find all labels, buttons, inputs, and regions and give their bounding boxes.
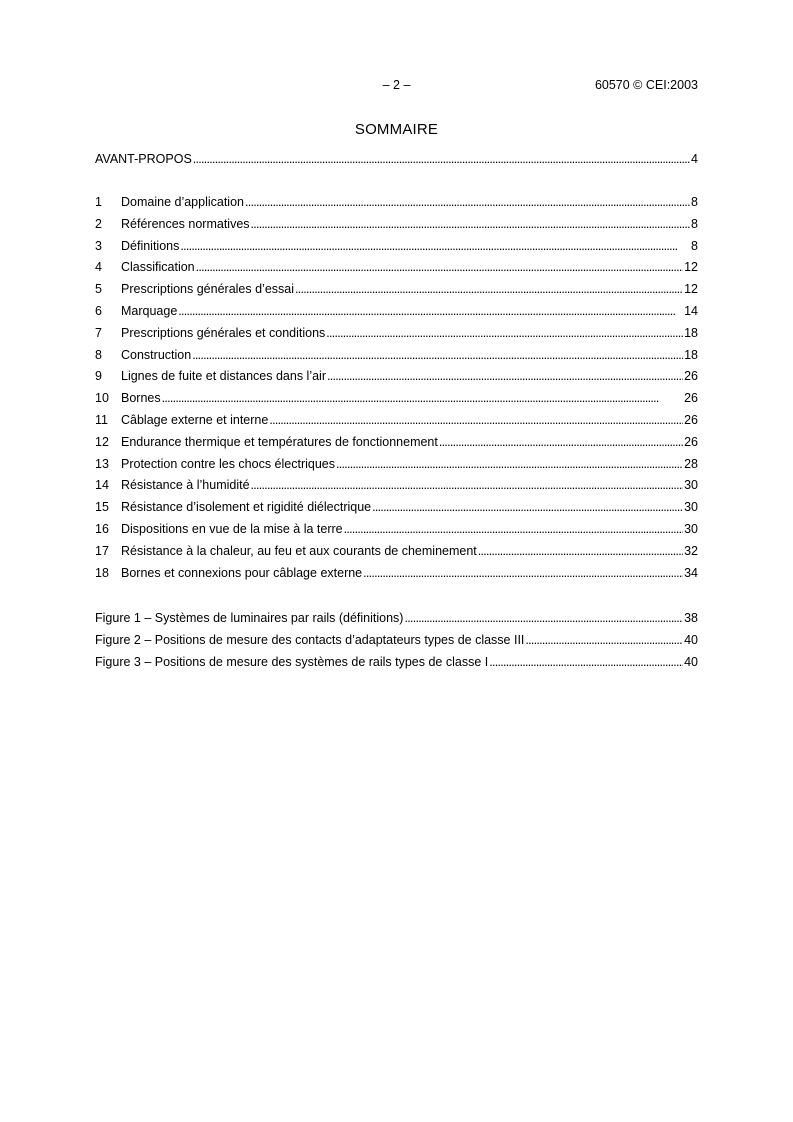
toc-entry-number: 8: [95, 347, 102, 362]
dot-leader: [372, 499, 683, 515]
toc-entry-label: AVANT-PROPOS: [95, 152, 192, 166]
toc-entry-number: 7: [95, 325, 102, 340]
dot-leader: [251, 477, 684, 493]
toc-entry-number: 18: [95, 565, 109, 580]
dot-leader: [404, 610, 683, 626]
toc-entry-page: 8: [691, 216, 698, 231]
toc-entry-label: Construction: [121, 347, 192, 362]
toc-entry-number: 6: [95, 304, 102, 318]
toc-entry-page: 26: [684, 369, 698, 384]
toc-entry-page: 34: [684, 565, 698, 580]
toc-entry-page: 14: [684, 304, 698, 318]
toc-entry-figure[interactable]: [95, 632, 698, 648]
toc-entry-section[interactable]: [95, 238, 698, 254]
toc-entry-number: 17: [95, 543, 109, 558]
dot-leader: [439, 434, 683, 450]
dot-leader: [489, 654, 683, 670]
toc-title: SOMMAIRE: [354, 121, 439, 138]
dot-leader: [178, 303, 683, 319]
dot-leader: [162, 390, 683, 406]
toc-entry-page: 12: [684, 282, 698, 297]
dot-leader: [192, 347, 683, 363]
toc-entry-section[interactable]: [95, 216, 698, 232]
dot-leader: [295, 281, 683, 297]
toc-entry-label: Dispositions en vue de la mise à la terre: [121, 522, 343, 536]
dot-leader: [269, 412, 683, 428]
toc-entry-page: 18: [684, 347, 698, 362]
toc-entry-number: 12: [95, 434, 109, 449]
toc-entry-page: 26: [684, 413, 698, 427]
toc-entry-label: Références normatives: [121, 216, 250, 231]
toc-entry-page: 8: [691, 195, 698, 209]
dot-leader: [326, 325, 683, 341]
dot-leader: [180, 238, 690, 254]
dot-leader: [327, 368, 683, 384]
toc-entry-page: 32: [684, 543, 698, 558]
toc-entry-label: Figure 2 – Positions de mesure des contacts d’adaptateurs types de classe III: [95, 632, 525, 647]
dot-leader: [525, 632, 683, 648]
toc-entry-label: Marquage: [121, 304, 178, 318]
toc-entry-number: 16: [95, 522, 109, 536]
toc-entry-label: Prescriptions générales d’essai: [121, 282, 295, 297]
toc-entry-foreword[interactable]: [95, 151, 698, 167]
toc-entry-section[interactable]: [95, 565, 698, 581]
toc-entry-label: Lignes de fuite et distances dans l’air: [121, 369, 326, 384]
toc-entry-label: Définitions: [121, 238, 180, 253]
toc-entry-page: 26: [684, 391, 698, 406]
toc-entry-number: 1: [95, 195, 102, 209]
toc-entry-page: 26: [684, 434, 698, 449]
toc-entry-section[interactable]: [95, 412, 698, 428]
toc-entry-page: 18: [684, 325, 698, 340]
toc-entry-section[interactable]: [95, 347, 698, 363]
toc-entry-section[interactable]: [95, 259, 698, 275]
toc-entry-label: Domaine d’application: [121, 195, 244, 209]
toc-entry-label: Figure 3 – Positions de mesure des systèmes de rails types de classe I: [95, 654, 489, 669]
toc-entry-page: 4: [691, 152, 698, 166]
toc-entry-label: Résistance à la chaleur, au feu et aux courants de cheminement: [121, 543, 477, 558]
toc-entry-label: Prescriptions générales et conditions: [121, 325, 326, 340]
toc-entry-number: 15: [95, 500, 109, 515]
toc-entry-number: 5: [95, 282, 102, 297]
dot-leader: [478, 543, 683, 559]
toc-entry-label: Classification: [121, 260, 195, 275]
toc-entry-section[interactable]: [95, 434, 698, 450]
dot-leader: [245, 194, 690, 210]
page-number: – 2 –: [382, 78, 411, 92]
toc-entry-number: 2: [95, 216, 102, 231]
toc-entry-label: Protection contre les chocs électriques: [121, 456, 335, 471]
toc-entry-label: Bornes et connexions pour câblage externe: [121, 565, 363, 580]
toc-entry-section[interactable]: [95, 543, 698, 559]
toc-entry-section[interactable]: [95, 194, 698, 210]
toc-entry-number: 10: [95, 391, 109, 406]
toc-entry-section[interactable]: [95, 477, 698, 493]
toc-entry-label: Endurance thermique et températures de fonctionnement: [121, 434, 438, 449]
toc-entry-page: 30: [684, 478, 698, 493]
toc-entry-number: 11: [95, 413, 108, 427]
toc-entry-label: Figure 1 – Systèmes de luminaires par rails (définitions): [95, 611, 404, 625]
toc-entry-number: 13: [95, 456, 109, 471]
toc-entry-page: 40: [684, 654, 698, 669]
dot-leader: [196, 259, 683, 275]
dot-leader: [336, 456, 683, 472]
dot-leader: [251, 216, 691, 232]
toc-entry-section[interactable]: [95, 521, 698, 537]
toc-entry-section[interactable]: [95, 325, 698, 341]
toc-entry-label: Bornes: [121, 391, 161, 406]
toc-entry-page: 30: [684, 522, 698, 536]
toc-entry-page: 40: [684, 632, 698, 647]
toc-entry-section[interactable]: [95, 456, 698, 472]
dot-leader: [193, 151, 690, 167]
toc-entry-label: Résistance à l’humidité: [121, 478, 250, 493]
toc-entry-figure[interactable]: [95, 610, 698, 626]
toc-entry-section[interactable]: [95, 368, 698, 384]
dot-leader: [344, 521, 683, 537]
toc-entry-page: 38: [684, 611, 698, 625]
toc-entry-label: Résistance d’isolement et rigidité diélectrique: [121, 500, 372, 515]
toc-entry-page: 8: [691, 238, 698, 253]
toc-entry-section[interactable]: [95, 499, 698, 515]
toc-entry-section[interactable]: [95, 303, 698, 319]
toc-entry-number: 4: [95, 260, 102, 275]
toc-entry-number: 14: [95, 478, 109, 493]
toc-entry-section[interactable]: [95, 281, 698, 297]
document-reference: 60570 © CEI:2003: [594, 78, 698, 92]
toc-entry-figure[interactable]: [95, 654, 698, 670]
toc-entry-page: 28: [684, 456, 698, 471]
dot-leader: [363, 565, 683, 581]
toc-entry-label: Câblage externe et interne: [121, 413, 269, 427]
toc-entry-number: 3: [95, 238, 102, 253]
toc-entry-page: 30: [684, 500, 698, 515]
toc-entry-section[interactable]: [95, 390, 698, 406]
toc-entry-page: 12: [684, 260, 698, 275]
toc-entry-number: 9: [95, 369, 102, 384]
